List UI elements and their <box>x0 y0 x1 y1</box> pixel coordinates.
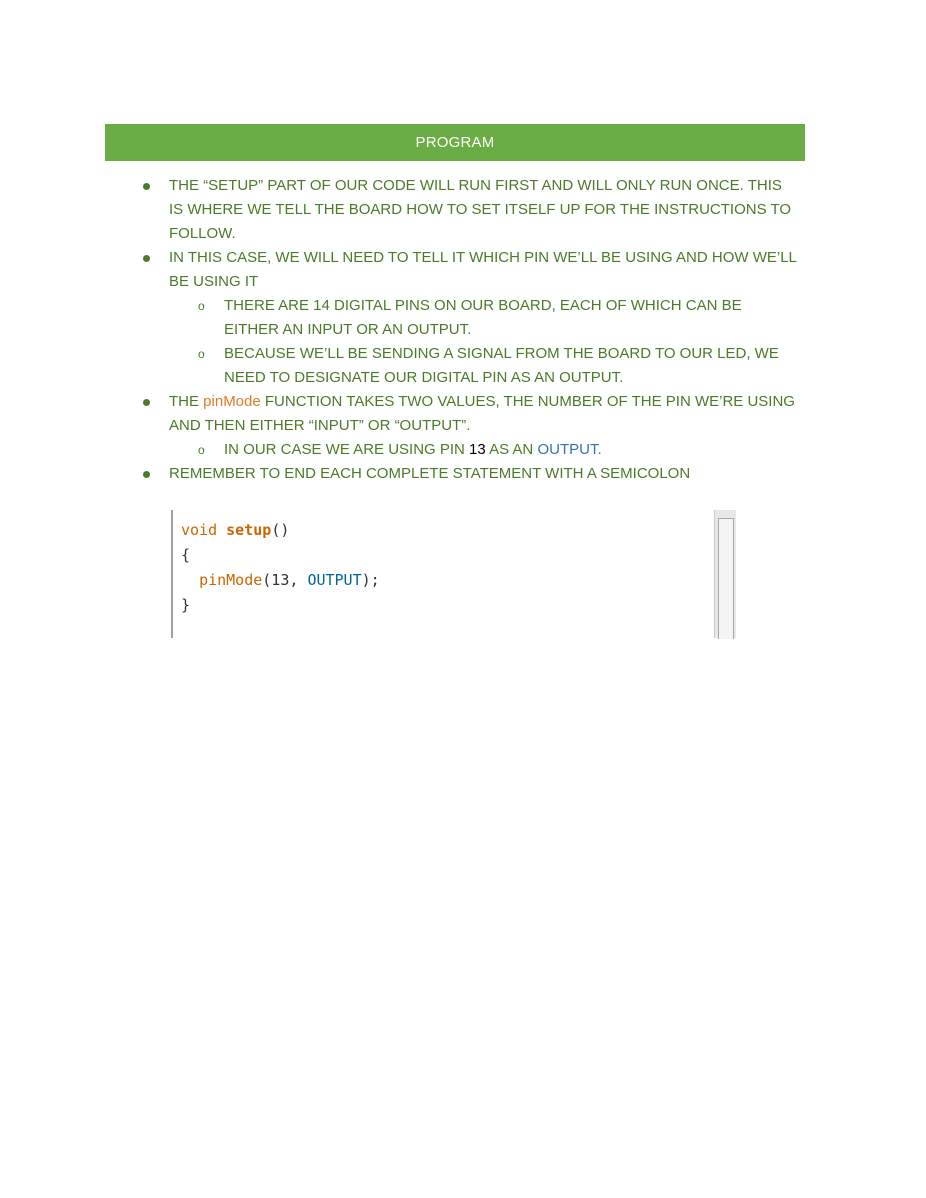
sub-bullet-middle: AS AN <box>485 441 538 458</box>
code-text <box>181 518 380 618</box>
code-args-open: (13, <box>262 571 308 589</box>
pin-number: 13 <box>469 441 486 458</box>
code-indent <box>181 571 199 589</box>
bullet-circle-icon: o <box>198 443 205 457</box>
sub-bullet-text: BECAUSE WE’LL BE SENDING A SIGNAL FROM THE BOARD TO OUR LED, WE NEED TO DESIGNATE OUR DIGITAL PIN AS AN OUTPUT. <box>224 345 779 386</box>
bullet-text: THE “SETUP” PART OF OUR CODE WILL RUN FIRST AND WILL ONLY RUN ONCE. THIS IS WHERE WE TELL THE BOARD HOW TO SET ITSELF UP FOR THE INSTRUCTIONS TO FOLLOW. <box>169 177 792 242</box>
bullet-dot-icon <box>143 255 150 262</box>
sub-bullet-prefix: IN OUR CASE WE ARE USING PIN <box>224 441 470 458</box>
sub-list-item <box>140 438 800 462</box>
code-args-close: ); <box>361 571 380 589</box>
sub-bullet-text: THERE ARE 14 DIGITAL PINS ON OUR BOARD, EACH OF WHICH CAN BE EITHER AN INPUT OR AN OUTPUT. <box>224 297 742 338</box>
bullet-text-prefix: THE <box>169 393 204 410</box>
bullet-circle-icon: o <box>198 347 205 361</box>
code-fn-pinmode: pinMode <box>199 571 263 589</box>
sub-list-item <box>140 294 800 342</box>
code-keyword-void: void <box>181 521 218 539</box>
code-const-output: OUTPUT <box>307 571 362 589</box>
sub-list-item <box>140 342 800 390</box>
code-scrollbar[interactable] <box>714 510 736 638</box>
bullet-circle-icon: o <box>198 299 205 313</box>
bullet-text: REMEMBER TO END EACH COMPLETE STATEMENT WITH A SEMICOLON <box>169 465 691 482</box>
bullet-text: IN THIS CASE, WE WILL NEED TO TELL IT WHICH PIN WE’LL BE USING AND HOW WE’LL BE USING IT <box>169 249 797 290</box>
code-fn-setup: setup <box>226 521 272 539</box>
bullet-text-suffix: FUNCTION TAKES TWO VALUES, THE NUMBER OF THE PIN WE’RE USING AND THEN EITHER “INPUT” OR “OUTPUT”. <box>169 393 795 434</box>
output-highlight: OUTPUT <box>537 441 598 458</box>
bullet-dot-icon <box>143 399 150 406</box>
section-header <box>105 124 805 161</box>
bullet-dot-icon <box>143 471 150 478</box>
code-snippet <box>171 510 736 638</box>
list-item <box>140 462 800 486</box>
list-item <box>140 174 800 246</box>
code-parens: () <box>271 521 290 539</box>
list-item <box>140 246 800 294</box>
section-title: PROGRAM <box>415 134 495 151</box>
code-close-brace: } <box>181 596 191 614</box>
code-open-brace: { <box>181 546 191 564</box>
sub-bullet-end: . <box>597 441 602 458</box>
bullet-list <box>140 174 800 486</box>
scrollbar-thumb[interactable] <box>718 518 734 639</box>
list-item <box>140 390 800 438</box>
bullet-dot-icon <box>143 183 150 190</box>
pinmode-highlight: pinMode <box>203 393 261 410</box>
